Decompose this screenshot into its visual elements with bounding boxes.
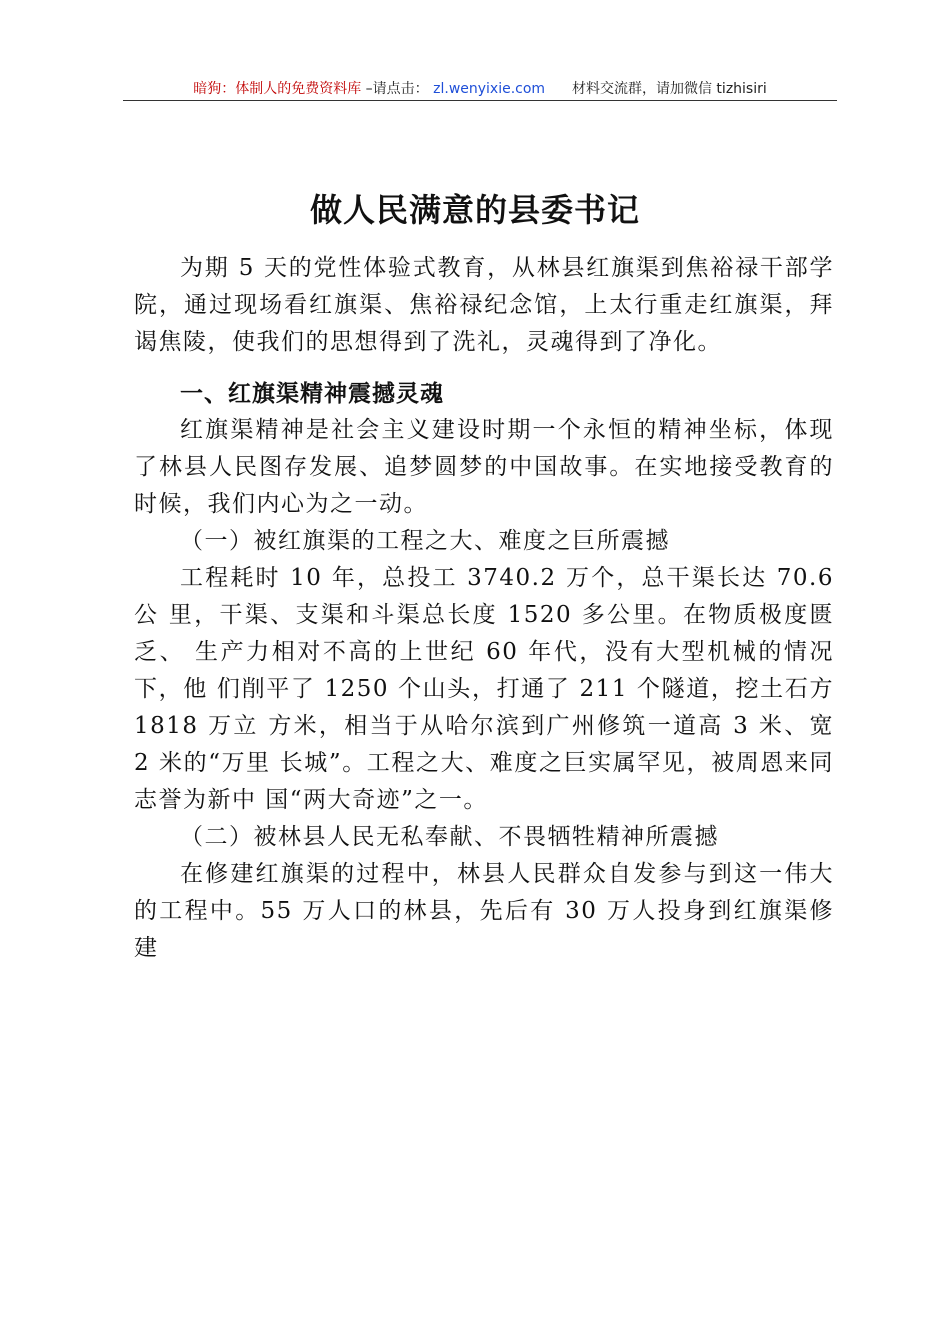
header-link[interactable]: zl.wenyixie.com [433,81,546,97]
subsection-heading-2: （二）被林县人民无私奉献、不畏牺牲精神所震撼 [180,824,719,850]
intro-paragraph: 为期 5 天的党性体验式教育，从林县红旗渠到焦裕禄干部学 院，通过现场看红旗渠、焦裕禄纪念馆，上太行重走红旗渠，拜 谒焦陵，使我们的思想得到了洗礼，灵魂得到了净化。 [134,255,834,355]
document-body [134,250,834,967]
subsection-heading-1: （一）被红旗渠的工程之大、难度之巨所震撼 [180,528,670,554]
header-divider [123,100,837,101]
page-header [123,78,837,100]
section-1-paragraph: 红旗渠精神是社会主义建设时期一个永恒的精神坐标，体现 了林县人民图存发展、追梦圆梦的中国故事。在实地接受教育的 时候，我们内心为之一动。 [134,417,834,517]
subsection-2-paragraph: 在修建红旗渠的过程中，林县人民群众自发参与到这一伟大 的工程中。55 万人口的林县，先后有 30 万人投身到红旗渠修建 [134,861,834,961]
header-group-info: 材料交流群，请加微信 tizhisiri [571,81,767,97]
header-brand: 暗狗：体制人的免费资料库 [193,81,362,97]
section-heading-1: 一、红旗渠精神震撼灵魂 [180,380,444,407]
document-title: 做人民满意的县委书记 [309,191,640,229]
subsection-1-paragraph: 工程耗时 10 年，总投工 3740.2 万个，总干渠长达 70.6 公 里，干渠、支渠和斗渠总长度 1520 多公里。在物质极度匮乏、 生产力相对不高的上世纪 60 年代，没有大型机械的情况下，他 们削平了 1250 个山头，打通了 211 个隧道，挖土石方 1818 万立 方米，相当于从哈尔滨到广州修筑一道高 3 米、宽 2 米的“万里 长城”。工程之大、难度之巨实属罕见，被周恩来同志誉为新中 国“两大奇迹”之一。 [134,565,834,813]
header-click-hint: –请点击： [365,81,429,97]
